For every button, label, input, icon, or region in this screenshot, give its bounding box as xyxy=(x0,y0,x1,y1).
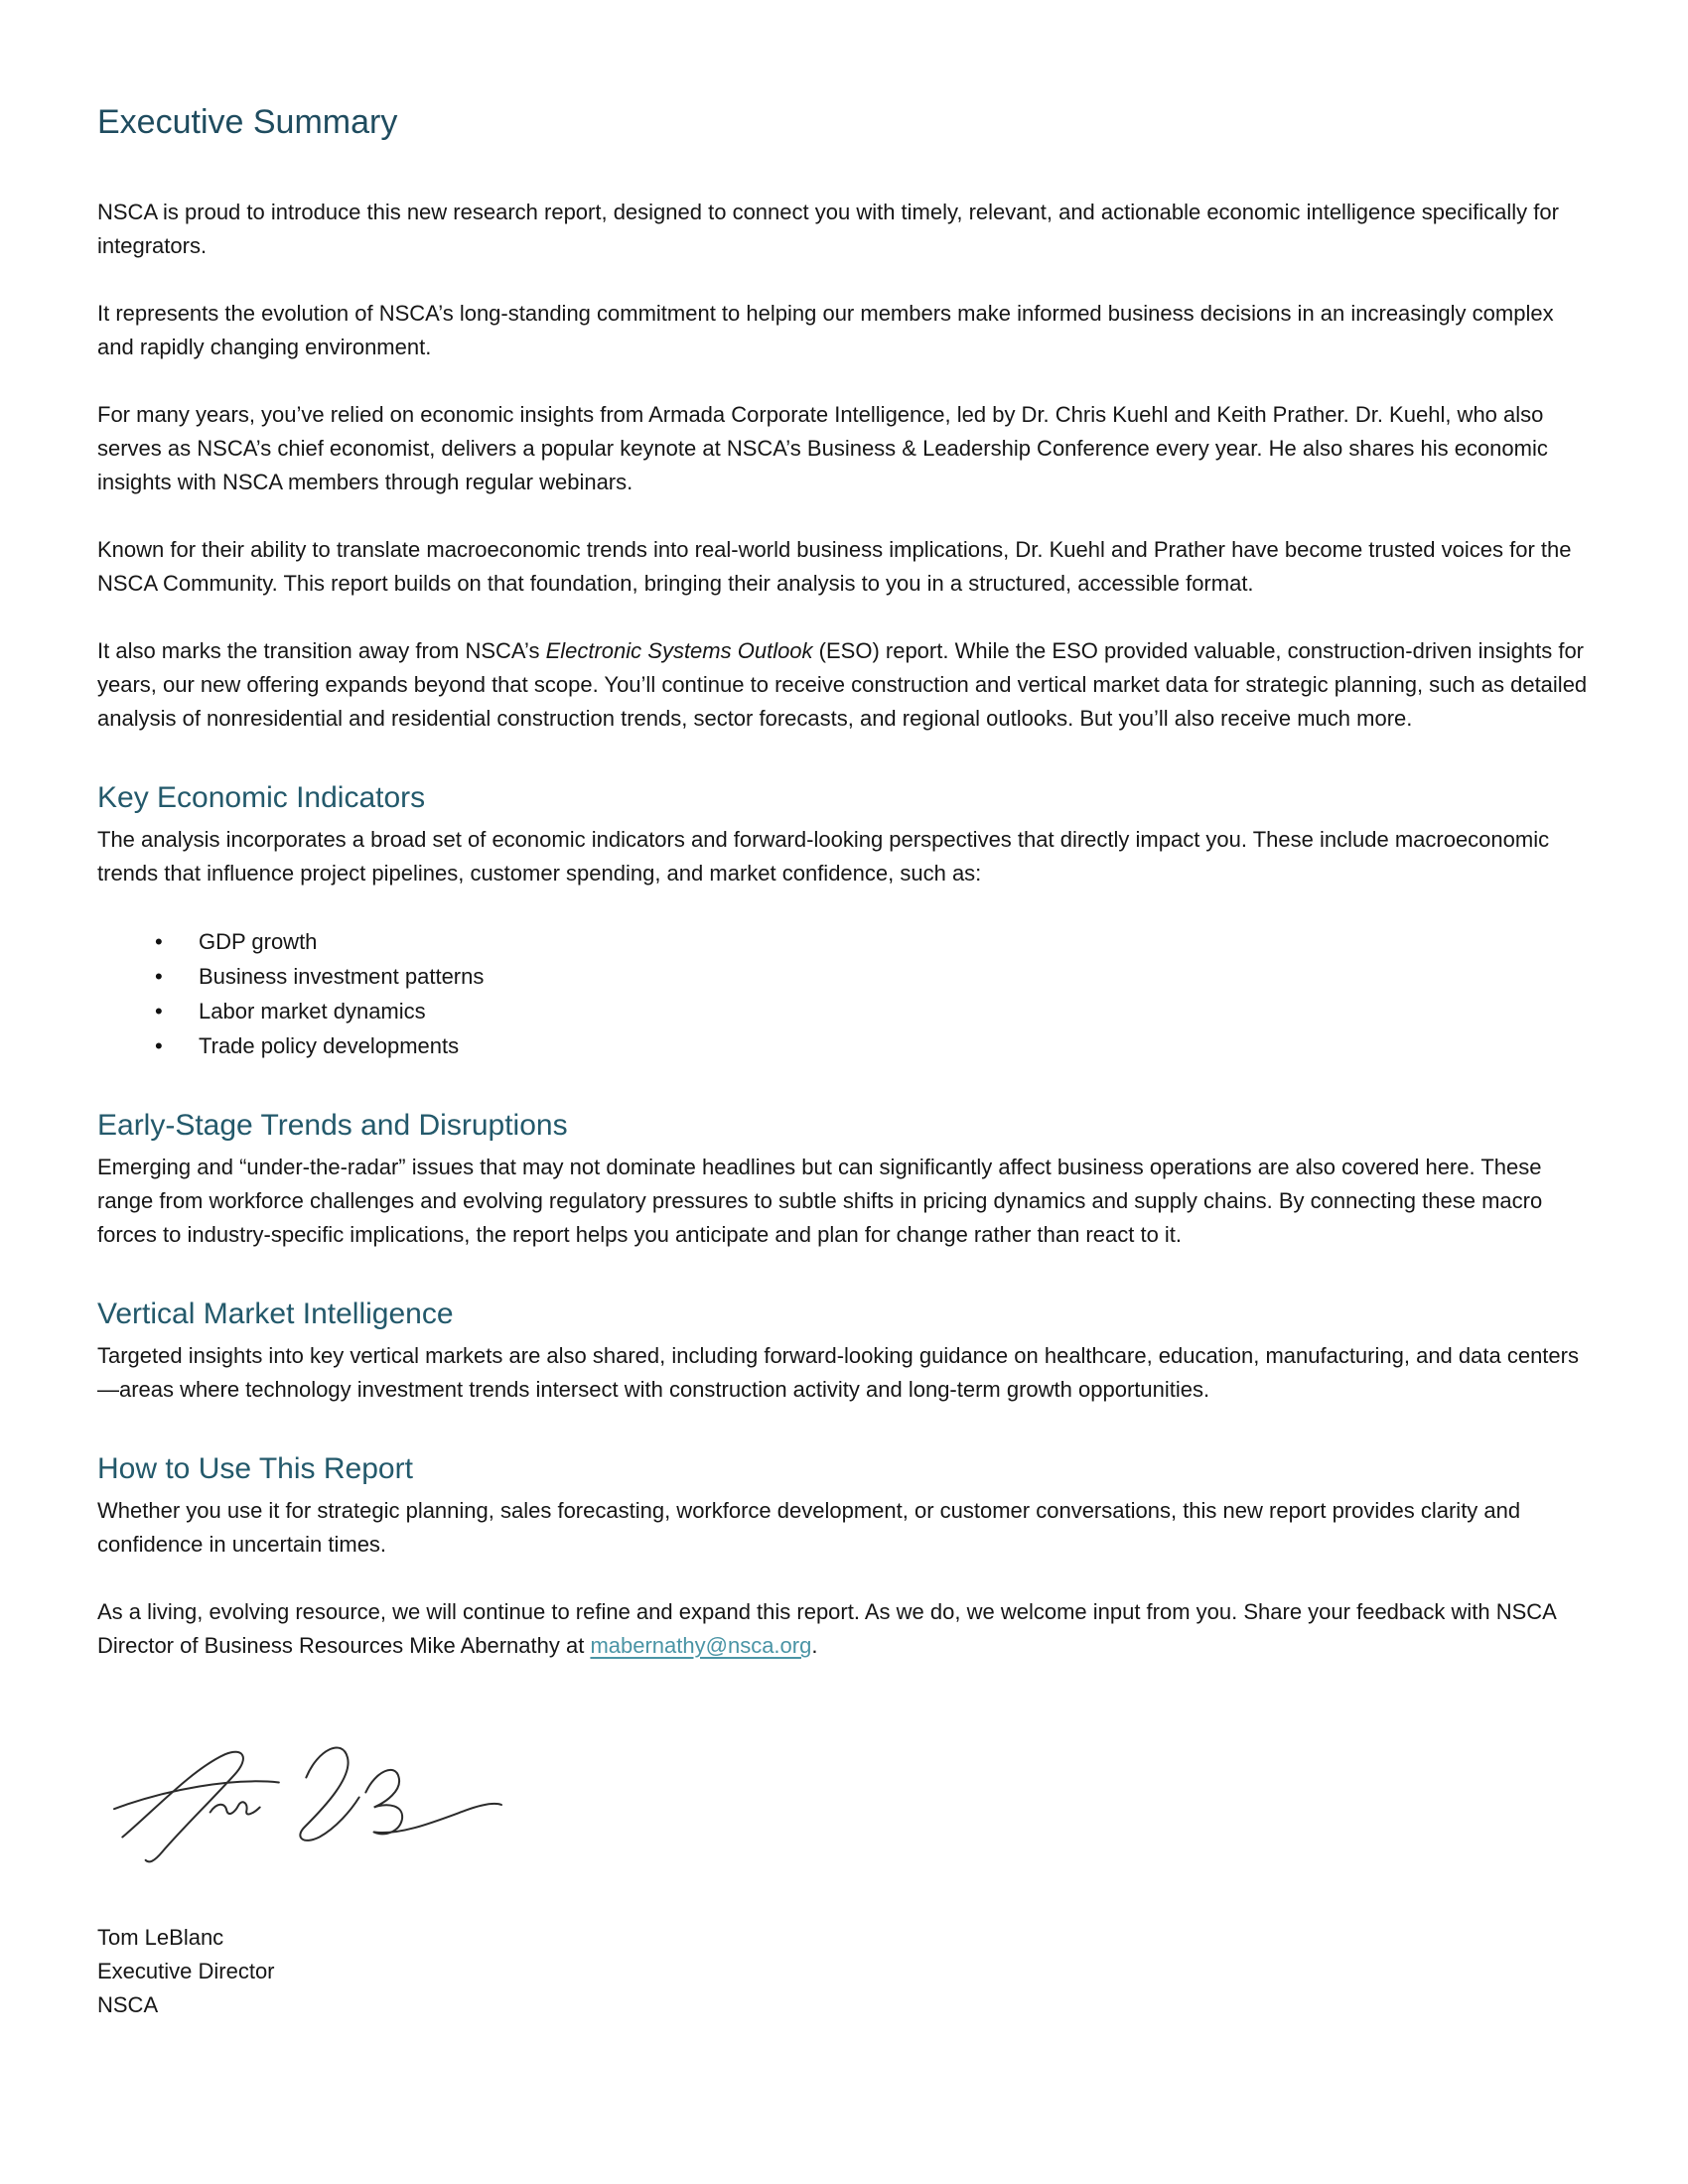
intro-paragraphs xyxy=(97,196,1592,736)
signature-block xyxy=(97,1724,1592,2022)
text-run: Targeted insights into key vertical markets are also shared, including forward-looking guidance on healthcare, education, manufacturing, and data centers—areas where technology investment trends intersect with construction activity and long-term growth opportunities. xyxy=(97,1343,1579,1402)
handwritten-signature-image xyxy=(109,1724,506,1875)
bullet-item: • GDP growth xyxy=(97,924,1592,959)
bullet-list xyxy=(97,924,1592,1063)
text-run: It represents the evolution of NSCA’s long-standing commitment to helping our members make informed business decisions in an increasingly complex and rapidly changing environment. xyxy=(97,301,1554,359)
bullet-item: • Labor market dynamics xyxy=(97,994,1592,1028)
intro-paragraph-4 xyxy=(97,533,1592,601)
text-run: . xyxy=(811,1633,818,1658)
section-heading: Key Economic Indicators xyxy=(97,781,426,814)
document-body xyxy=(97,196,1592,1663)
page-title: Executive Summary xyxy=(97,103,398,141)
section-heading: Early-Stage Trends and Disruptions xyxy=(97,1109,568,1142)
section-how-to-use-this-report xyxy=(97,1450,1592,1663)
section-vertical-market-intelligence xyxy=(97,1296,1592,1407)
italic-text-run: Electronic Systems Outlook xyxy=(545,638,813,663)
bullet-item: • Trade policy developments xyxy=(97,1028,1592,1063)
section-3-paragraph-1 xyxy=(97,1339,1592,1407)
intro-paragraph-5 xyxy=(97,634,1592,736)
section-heading: How to Use This Report xyxy=(97,1452,413,1485)
signoff-name: Tom LeBlanc xyxy=(97,1925,224,1950)
text-run: It also marks the transition away from NSCA’s xyxy=(97,638,546,663)
text-run: Whether you use it for strategic planning, sales forecasting, workforce development, or customer conversations, this new report provides clarity and confidence in uncertain times. xyxy=(97,1498,1521,1557)
section-key-economic-indicators xyxy=(97,779,1592,1063)
text-run: Emerging and “under-the-radar” issues that may not dominate headlines but can significantly affect business operations are also covered here. These range from workforce challenges and evolving regulatory pressures to subtle shifts in pricing dynamics and supply chains. By connecting these macro forces to industry-specific implications, the report helps you anticipate and plan for change rather than react to it. xyxy=(97,1155,1543,1247)
text-run: NSCA is proud to introduce this new research report, designed to connect you with timely, relevant, and actionable economic intelligence specifically for integrators. xyxy=(97,200,1559,258)
text-run: As a living, evolving resource, we will continue to refine and expand this report. As we do, we welcome input from you. Share your feedback with NSCA Director of Business Resources Mike Abernathy at xyxy=(97,1599,1556,1658)
text-run: The analysis incorporates a broad set of economic indicators and forward-looking perspectives that directly impact you. These include macroeconomic trends that influence project pipelines, customer spending, and market confidence, such as: xyxy=(97,827,1550,886)
sections-container xyxy=(97,779,1592,1663)
text-run: (ESO) report. While the ESO provided valuable, construction-driven insights for years, our new offering expands beyond that scope. You’ll continue to receive construction and vertical market data for strategic planning, such as detailed analysis of nonresidential and residential construction trends, sector forecasts, and regional outlooks. But you’ll also receive much more. xyxy=(97,638,1588,731)
section-1-paragraph-1 xyxy=(97,823,1592,890)
intro-paragraph-3 xyxy=(97,398,1592,499)
signoff-org: NSCA xyxy=(97,1992,159,2017)
signoff-role: Executive Director xyxy=(97,1959,275,1983)
intro-paragraph-2 xyxy=(97,297,1592,364)
text-run: For many years, you’ve relied on economic insights from Armada Corporate Intelligence, led by Dr. Chris Kuehl and Keith Prather. Dr. Kuehl, who also serves as NSCA’s chief economist, delivers a popular keynote at NSCA’s Business & Leadership Conference every year. He also shares his economic insights with NSCA members through regular webinars. xyxy=(97,402,1548,494)
signoff-block xyxy=(97,1921,1592,2022)
section-early-stage-trends-and-disruptions xyxy=(97,1107,1592,1252)
section-2-paragraph-1 xyxy=(97,1151,1592,1252)
section-4-paragraph-2 xyxy=(97,1595,1592,1663)
intro-paragraph-1 xyxy=(97,196,1592,263)
email-link[interactable]: mabernathy@nsca.org xyxy=(590,1633,812,1658)
bullet-item: • Business investment patterns xyxy=(97,959,1592,994)
section-4-paragraph-1 xyxy=(97,1494,1592,1562)
section-heading: Vertical Market Intelligence xyxy=(97,1297,454,1330)
text-run: Known for their ability to translate macroeconomic trends into real-world business implications, Dr. Kuehl and Prather have become trusted voices for the NSCA Community. This report builds on that foundation, bringing their analysis to you in a structured, accessible format. xyxy=(97,537,1572,596)
